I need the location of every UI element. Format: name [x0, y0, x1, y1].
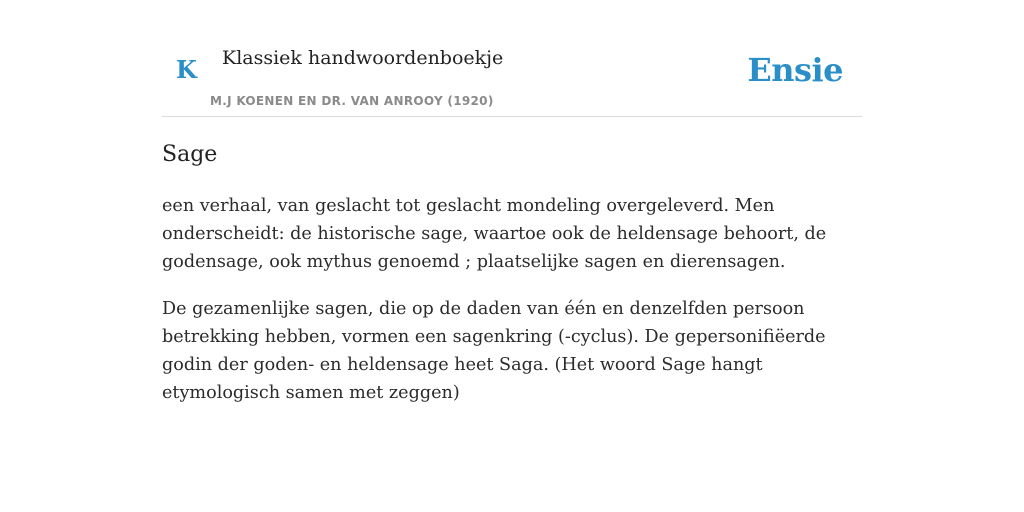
page [162, 0, 862, 403]
entry-definition [162, 192, 862, 426]
ensie-logo-link[interactable]: Ensie [747, 51, 843, 89]
definition-paragraph: een verhaal, van geslacht tot geslacht mondeling overgeleverd. Men onderscheidt: de historische sage, waartoe ook de heldensage behoort, de godensage, ook mythus genoemd ; plaatselijke sagen en dierensagen. [162, 196, 827, 272]
book-title-link[interactable]: Klassiek handwoordenboekje [222, 47, 504, 69]
book-header [162, 0, 862, 117]
book-letter-icon[interactable]: K [176, 55, 197, 84]
entry-title: Sage [162, 142, 218, 167]
book-author: M.J KOENEN EN DR. VAN ANROOY (1920) [210, 94, 494, 108]
definition-paragraph: De gezamenlijke sagen, die op de daden van één en denzelfden persoon betrekking hebben, vormen een sagenkring (-cyclus). De gepersonifiëerde godin der goden- en heldensage heet Saga. (Het woord Sage hangt etymologisch samen met zeggen) [162, 299, 826, 403]
